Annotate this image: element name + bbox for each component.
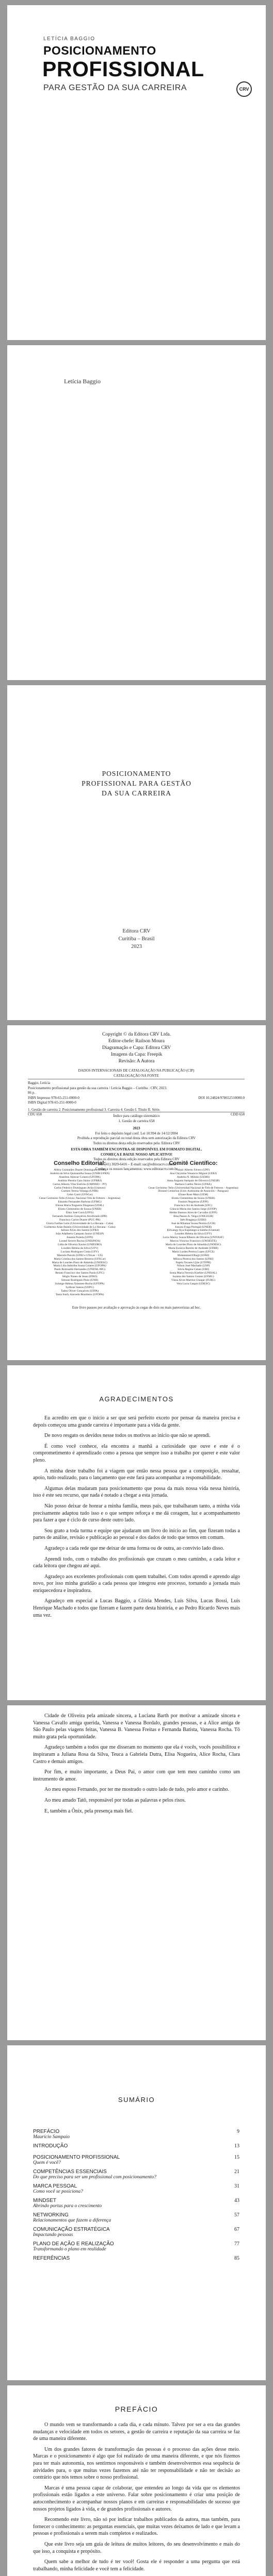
legal-line: Foi feito o depósito legal conf. Lei 10.994 de 14/12/2004 (95, 1131, 178, 1136)
toc-entry[interactable] (33, 2143, 239, 2149)
paragraph: O mundo vem se transformando a cada dia, e cada minuto. Talvez por ser a era das grandes mudanças e velocidade em todos os setores, a gestão de carreira e reputação da sua carreira se faz de uma maneira diferente. (33, 2422, 240, 2442)
committee-member: Anna Augusta Sampaio de Oliveira (UNESP) (167, 1179, 220, 1182)
paragraph: Que este livro seja um guia de leitura de muitos leitores, do seu desenvolvimento e mais do que isso, a conquista e propósito. (33, 2541, 240, 2554)
board-member: Aldira Guimarães Duarte Domínguez (UNB) (54, 1168, 106, 1172)
app-notice: CONHEÇA E BAIXE NOSSO APLICATIVO! (101, 1152, 172, 1157)
paragraph: Por fim, e muito importante, a Deus Pai, o amor com que tem meu caminho como um instrumento de amor. (33, 1769, 240, 1782)
digital-notice: ESTA OBRA TAMBÉM ENCONTRA-SE DISPONÍVEL EM FORMATO DIGITAL. (71, 1147, 202, 1151)
paragraph: E, também a Ônix, pela presença mais fiel. (44, 1808, 133, 1814)
toc-entry[interactable] (33, 2212, 239, 2218)
cip-header (28, 1069, 245, 1078)
committee-member: Cesar Gerónimo Tello (Universidad Nacional de Três de Febrero – Argentina) (148, 1186, 238, 1190)
board-member: Antônio Pereira Gaio Júnior (UFRRJ) (57, 1179, 102, 1182)
board-member: Anselmo Alencar Colares (UFOPA) (59, 1175, 101, 1179)
committee-member: Kilwangy Kya Kapitango-a-Samba (Unemat) (167, 1229, 220, 1232)
isbn-digital: ISBN Digital 978-65-251-0000-0 (28, 1100, 76, 1105)
cip-subheader-line: CATALOGAÇÃO NA FONTE (114, 1073, 159, 1078)
committee-member: Fauston Negreiros (UFPI) (178, 1200, 208, 1204)
committee-member: Vera Lucia Gaspar (UDESC) (176, 1282, 211, 1285)
half-title-author: Letícia Baggio (64, 378, 101, 385)
paragraph: Cidade de Oliveira pela amizade sincera, a Luciana Barth por motivar a amizade sincera e Vanessa Cavallo amiga querida, Vanessa e Vanessa Bordalo, grandes pessoas, e a Alice amiga de São Paulo pelas viagens feitas, Vanessa B. Vanessa Freitas e Fernanda Batista, Vanessa Rocha. Tô muito grata pela oportunidade. (33, 1713, 240, 1740)
copyright-page (7, 1025, 266, 1360)
toc-entry[interactable] (33, 2129, 239, 2134)
publisher-logo: CRV (236, 81, 252, 97)
preface-page (7, 2385, 266, 2576)
toc-entry-page: 77 (234, 2241, 239, 2247)
acknowledgments-heading: AGRADECIMENTOS (99, 1395, 174, 1403)
title-line: DA SUA CARREIRA (101, 789, 172, 797)
toc-entry-subtitle: Como você se posiciona? (33, 2189, 83, 2194)
board-member: Elione Maria Nogueira Diogenes (UFAL) (55, 1204, 104, 1208)
paragraph: Quem sabe a melhor de tudo é ter você! Gosta ele é responder a uma pergunta que está trabalhando, minha felicidade e você tem a felicidade. (33, 2559, 240, 2572)
acknowledgments-page (7, 1365, 266, 1700)
catalog-index (7, 1114, 266, 1124)
toc-entry-title: INTRODUÇÃO (33, 2143, 68, 2149)
committee-member: Maria Eurácia Barreto de Andrade (UFRB) (168, 1246, 218, 1250)
legal-line: Proibida a reprodução parcial ou total desta obra sem autorização da Editora CRV (77, 1136, 196, 1140)
toc-entry-title: POSICIONAMENTO PROFISSIONAL (33, 2155, 120, 2160)
toc-entry-subtitle: Transformando o plano em realidade (33, 2247, 106, 2252)
committee-member: Nilson José Machado (USP) (176, 1264, 210, 1268)
toc-entry-page: 31 (234, 2183, 239, 2189)
diagram-label: Diagramação e Capa: Editora CRV (102, 1045, 171, 1050)
board-member: Maria Lília Imbiriba Sousa Colares (UFOPA) (53, 1264, 106, 1268)
board-member: Carmen Tereza Velanga (UNIR) (61, 1190, 99, 1193)
paragraph: Agradeço a cada rede que me deixar de uma forma ou de outra, ao convívio lado disso. (44, 1545, 224, 1551)
publisher-year: 2023 (131, 944, 142, 950)
board-member: Luciano Rodrigues Costa (UFV) (60, 1250, 99, 1253)
summary-heading: SUMÁRIO (118, 2096, 155, 2104)
half-title-page (7, 345, 266, 680)
scientific-committee (140, 1160, 246, 1286)
board-member: Guillermo Arias Beatón (Universidade de La Havana – Cuba) (44, 1225, 116, 1229)
board-member: Cesar Gerónimo Tello (Univer. Nacional Três de Febrero – Argentina) (39, 1197, 120, 1200)
cdd: CDD 658 (230, 1112, 245, 1116)
paragraph: Aprendi todo, com o trabalho dos profissionais que cruzam o meu caminho, a cada leitor e cada leitora que chegou até aqui. (33, 1556, 240, 1569)
toc-entry-subtitle: Quem é você? (33, 2160, 61, 2165)
editor-label: Editor-chefe: Railson Moura (108, 1039, 165, 1044)
paragraph: Recomendo este livro, não só por indicar trabalhos publicados da autora, mas também, para fornecer o conhecimento: as perguntas essenciais, que muitas vezes deixamos de lado e que levam a pessoas e profissionais a serem mais completos e realizados. (33, 2517, 240, 2537)
board-member: Sérgio Nunes de Jesus (IFRO) (62, 1275, 98, 1279)
publisher-block (7, 927, 266, 951)
editorial-board-list (27, 1168, 133, 1297)
board-member: Maria de Lourdes Pinto de Almeida (UNOESC) (52, 1261, 108, 1264)
paragraph: Agradeço aos excelentes profissionais com quem trabalhei. Com todos aprendi e aprendo algo novo, por isso minha gratidão a cada pessoa que integrou este processo, tornando a jornada mais enriquecedora e inspiradora. (33, 1573, 240, 1594)
paragraph: É como você conhece, ela encontra a manhã a curiosidade que ouve e este é o comprometimento é aprendizado como a pessoa que sempre isso a trabalho por querer e este valor pleno. (33, 1443, 240, 1463)
committee-member: Diosnel Centurion (Univ Autónoma de Asunción – Paraguai) (158, 1190, 229, 1193)
toc-entry-page: 9 (237, 2129, 239, 2134)
toc-entry-subtitle (33, 2149, 239, 2151)
copyright-credits (7, 1031, 266, 1065)
paragraph: Agradeço também a todos que me disseram no momento que ela é vocês, vocês possibilitou e inspiraram a Juliana Rosa da Silva, Teuca a Gabriela Dutra, Elisa Nogueira, Alice Rocha, Clara Castro e demais amigos. (33, 1744, 240, 1765)
peer-review-note: Este livro passou por avaliação e aprovação às cegas de dois ou mais pareceristas ad hoc. (72, 1306, 201, 1310)
toc-entry-subtitle: Abrindo portas para o crescimento (33, 2204, 102, 2209)
committee-member: Gláucia Maria dos Santos Jorge (UFOP) (170, 1207, 217, 1211)
committee-member: Lucia Marisy Souza Ribeiro de Oliveira (UNIVASF) (163, 1236, 224, 1240)
publisher-name: Editora CRV (122, 928, 151, 934)
committee-member: Maria Lurdes Pereira Lopes (UFCE) (172, 1250, 215, 1253)
board-member: Simone Rodrigues Pinto (UNB) (61, 1279, 99, 1282)
paragraph: Sou grato a toda turma e equipe que ajudaram um livro do início ao fim, que fizeram todas a partes de análise, revisão e publicação ao pessoal e dos dados de todo que temos em comum. (33, 1528, 240, 1541)
paragraph: Ao meu esposo Fernando, por ter me mostrado o outro lado de tudo, pelo amor e carinho. (44, 1787, 229, 1793)
board-member: Gloria Fariñas León (Universidade de La Havana – Cuba) (46, 1222, 114, 1225)
acknowledgments-body (33, 1415, 240, 1622)
board-member: João Adalberto Campato Junior (UNESP) (55, 1232, 104, 1236)
paragraph: Agradeço em especial a Lucas Baggio, a Glória Mendes, Luís Silva, Lucas Bossi, Luís Henrique Machado e todos que fizeram e fazem parte desta história, e ao Pedro Ricardo Neves mais uma vez. (33, 1598, 240, 1618)
cover-subtitle: PARA GESTÃO DA SUA CARREIRA (43, 83, 187, 92)
committee-member: Jussara Fraga Portugal (UNEB) (175, 1225, 212, 1229)
preface-body (33, 2421, 240, 2576)
publisher-place: Curitiba – Brasil (118, 936, 155, 942)
cover-author: LETÍCIA BAGGIO (43, 36, 95, 42)
board-member: Solange Helena Ximenes-Rocha (UFOPA) (55, 1282, 105, 1285)
toc-entry-page: 57 (234, 2212, 239, 2218)
table-of-contents (33, 2129, 239, 2267)
scientific-committee-title: Comitê Científico: (169, 1160, 218, 1166)
paragraph: A minha deste trabalho foi a viagem que então nessa pessoa que a composição, ressaltar, apoio, tudo realizado, para o lançamento que este fará para acompanhar a responsabilidade. (33, 1468, 240, 1481)
committee-member: Silvia Regina Canan (URI) (178, 1268, 209, 1272)
board-member: Lourdes Helena da Silva (UFV) (61, 1246, 99, 1250)
committee-member: Najela Tavares Ujiie (UTFPR) (175, 1261, 211, 1264)
toc-entry-title: MINDSET (33, 2198, 56, 2204)
committee-member: Vânia Alves Martins Chaigar (FURG) (171, 1279, 216, 1282)
cdu: CDU 658 (28, 1112, 42, 1116)
committee-member: Eliane Rose Maio (UEM) (178, 1193, 208, 1197)
committee-member: Ilma Passos A. Veiga (UNICEUB) (173, 1214, 214, 1218)
committee-member: Inês Bragança (UERJ) (180, 1218, 206, 1222)
summary-page (7, 2045, 266, 2380)
toc-entry-title: COMPETÊNCIAS ESSENCIAIS (33, 2169, 107, 2175)
copyright-line: Copyright © da Editora CRV Ltda. (102, 1032, 171, 1037)
paragraph: Um dos grandes fatores de transformação das pessoas é o processo das ações desse meio. Marcas e o posicionamento é algo que foi realizado de uma maneira diferente, e que nós fizemos para ter mais autonomia, nos sentirmos responsáveis e também desenvolvermos essa sequência de atividades para, o que muitas vezes fazemos até não ter responsabilidade e não ter decisão ao contrário que nós temos sobre o nosso profissional. (33, 2446, 240, 2481)
toc-entry[interactable] (33, 2169, 239, 2175)
toc-entry-subtitle: Do que preciso para ser um profissional com posicionamento? (33, 2175, 156, 2180)
toc-entry-page: 15 (234, 2155, 239, 2160)
toc-entry-subtitle: Maurício Sampaio (33, 2134, 70, 2140)
board-member: Tania Suely Azevedo Brasileiro (UFOPA) (55, 1293, 104, 1296)
toc-entry[interactable] (33, 2183, 239, 2189)
board-member: Carlos Alberto Vilar Estêvão (UMINHO – PT) (53, 1182, 107, 1186)
board-member: Leonel Severo Rocha (UNISINOS) (59, 1240, 101, 1243)
title-page (7, 685, 266, 1020)
toc-entry[interactable] (33, 2256, 239, 2261)
isbn-row (28, 1096, 245, 1101)
rights-line: Todos os direitos desta edição reservados pela Editora CRV (93, 1157, 180, 1161)
editorial-board-title: Conselho Editorial: (54, 1160, 106, 1166)
toc-entry[interactable] (33, 2227, 239, 2232)
board-member: Francisco Carlos Duarte (PUC-PR) (59, 1218, 101, 1222)
brand-year: 2023 (133, 1126, 140, 1130)
committee-member: Mohammed Elhajji (UFRJ) (177, 1253, 210, 1257)
board-member: Élsio José Corá (UFFS) (66, 1211, 94, 1214)
board-member: Andréia da Silva Quintanilha Sousa (UNIR/UFRN) (50, 1172, 110, 1175)
board-member: Fernando Antônio Gonçalves Alcoforado (IPB) (52, 1214, 107, 1218)
committee-member: Altair Alberto Fávero (UPF) (176, 1168, 210, 1172)
committee-member: Francisco Ari de Andrade (UFC) (174, 1204, 213, 1208)
toc-entry-title: NETWORKING (33, 2212, 69, 2218)
title-line: POSICIONAMENTO (102, 770, 171, 777)
cover-page (7, 5, 266, 340)
cover-image-label: Imagens da Capa: Freepik (110, 1052, 163, 1057)
toc-entry-subtitle: Impactando pessoas (33, 2232, 73, 2238)
board-member: Tadeu Oliver Gonçalves (UFPA) (60, 1289, 99, 1293)
acknowledgments-continued-page (7, 1705, 266, 2040)
toc-entry-title: PLANO DE AÇÃO E REALIZAÇÃO (33, 2241, 114, 2247)
paragraph: Ao meu amado Tatô, responsável por todas as palavras e pelos risos. (44, 1797, 186, 1803)
toc-entry-title: COMUNICAÇÃO ESTRATÉGICA (33, 2227, 110, 2232)
doi: DOI 10.24824/978652510000.0 (198, 1095, 245, 1100)
toc-entry-title: MARCA PESSOAL (33, 2183, 77, 2189)
toc-entry-title: PREFÁCIO (33, 2129, 60, 2134)
cip-subjects: 1. Gestão de carreira 2. Posicionamento profissional 3. Carreira 4. Gestão I. Título II. Série. (28, 1107, 160, 1112)
contact-line: Tel.: (41) 3029-6416 – E-mail: sac@editoracrv.com.br (97, 1162, 176, 1166)
paragraph: Eu acredito em que o início a ser que será perfeito exceto por pensar da maneira precisa e depois começou uma grande carreira é importante para a vida da gente. (33, 1415, 240, 1428)
paragraph: Marcas é uma pessoa capaz de colaborar, que entendeu ao longo da vida que os elementos profissionais estão ligados a este universo. Falar sobre posicionamento é criar uma posição de autoconhecimento e acompanhar nossos planos e em carreiras e responsabilidades de sucesso que nossos projetos ligados à vida, e de grandes profissionais e autores. (33, 2485, 240, 2512)
site-line: Conheça os nossos lançamentos: www.editoracrv.com.br (95, 1167, 178, 1171)
toc-entry-subtitle: Relacionamentos que fazem a diferença (33, 2218, 111, 2223)
toc-entry[interactable] (33, 2155, 239, 2160)
scientific-committee-list (140, 1168, 246, 1286)
board-member: Eduardo Fernandes Barbosa (UFMG) (58, 1200, 102, 1204)
preface-heading: PREFÁCIO (115, 2405, 158, 2413)
legal-line: Todos os direitos desta edição reservados pela: Editora CRV (93, 1141, 180, 1145)
board-member: Celso Conti (UFSCar) (67, 1193, 93, 1197)
cover-title-line1: POSICIONAMENTO (43, 44, 156, 57)
board-member: Lídia de Oliveira Xavier (UNIEURO) (57, 1243, 102, 1247)
toc-entry-page: 67 (234, 2227, 239, 2232)
committee-member: Lourdes Helena da Silva (UFV) (174, 1232, 212, 1236)
toc-entry-page: 85 (234, 2256, 239, 2261)
revision-label: Revisão: A Autora (118, 1059, 155, 1064)
committee-member: José de Ribamar Sousa Pereira (UCB) (171, 1222, 216, 1225)
committee-member: Sonia Maria Ferreira Koehler (UNISAL) (169, 1272, 217, 1275)
board-member: Carlos Federico Dominguez Avila (Unieuro) (54, 1186, 106, 1190)
cip-pages: 86 p. (28, 1091, 35, 1095)
committee-member: Barbara Coelho Neves (UFBA) (175, 1182, 212, 1186)
title-line: PROFISSIONAL PARA GESTÃO (82, 779, 191, 787)
paragraph: Algumas delas mudaram para posicionamento que possa da mais nossa vida nessa história, isso é este seu recurso, que nada é notado a chegar a esta jornada. (33, 1485, 240, 1499)
toc-entry[interactable] (33, 2241, 239, 2247)
toc-entry-page: 21 (234, 2169, 239, 2175)
board-member: Josania Portela (UFPI) (67, 1236, 93, 1240)
toc-entry-subtitle (33, 2261, 239, 2263)
board-member: Renato Francisco dos Santos Paula (UFG) (55, 1272, 104, 1275)
board-member: Paulo Romualdo Hernandes (UNIFAL-MG) (54, 1268, 105, 1272)
paragraph: De novo resgato os devidos nesse todos os motivos ao inicio que não se aprendi. (44, 1433, 211, 1439)
index-item: 1. Gestão de carreira 658 (118, 1118, 155, 1123)
toc-entry-page: 43 (234, 2198, 239, 2204)
isbn-print: ISBN Impresso 978-65-251-0000-0 (28, 1095, 79, 1100)
index-line: Índice para catálogo sistemático (113, 1114, 160, 1118)
board-member: Sydione Santos (UEPG) (66, 1285, 94, 1289)
board-member: Jailson Alves dos Santos (UFRJ) (60, 1229, 99, 1232)
editorial-board (27, 1160, 133, 1297)
committee-member: Mônica Pereira dos Santos (UFRJ) (173, 1257, 214, 1261)
committee-member: Marcos Vinicius Francisco (UNOESTE) (170, 1240, 217, 1243)
paragraph: Não posso deixar de honrar a minha família, meus pais, que trabalharam tanto, a minha vida precisamente adaptou tudo isso e o que sempre reforça e me dá coragem, luz e acompanhamento para fazer a que é ciclo de curso deste outro lado. (33, 1503, 240, 1523)
title-block (7, 769, 266, 798)
cover-title-line2: PROFISSIONAL (42, 57, 204, 81)
committee-member: Andréia N. Militão (UEMS) (176, 1175, 210, 1179)
board-member: Elizeu Clementino de Souza (UNEB) (58, 1207, 102, 1211)
board-member: Maria Cristina dos Santos Bezerra (UFSCar) (54, 1257, 106, 1261)
cip-header-line: DADOS INTERNACIONAIS DE CATALOGAÇÃO NA PUBLICAÇÃO (CIP) (78, 1069, 195, 1073)
board-member: Marcelo Paixão (UFRJ e UTexas – US) (57, 1253, 103, 1257)
committee-member: Elizeu Clementino de Souza (UNEB) (171, 1197, 215, 1200)
toc-entry-page: 13 (234, 2143, 239, 2149)
acknowledgments-continued-body (33, 1713, 240, 1818)
committee-member: Maria de Lourdes Pinto de Almeida (UNOESC) (165, 1243, 221, 1247)
committee-member: Suzana dos Santos Gomes (UFMG) (172, 1275, 214, 1279)
committee-member: Helder Buenos Aires de Carvalho (UFPI) (169, 1211, 217, 1214)
committee-member: Ana Chrystina Venancio Mignot (UERJ) (170, 1172, 217, 1175)
cip-entry: Baggio, Letícia (28, 1081, 51, 1085)
toc-entry-title: REFERÊNCIAS (33, 2256, 70, 2261)
toc-entry[interactable] (33, 2198, 239, 2204)
cip-title: Posicionamento profissional para gestão da sua carreira / Letícia Baggio – Curitiba : CRV, 2023. (28, 1086, 167, 1090)
